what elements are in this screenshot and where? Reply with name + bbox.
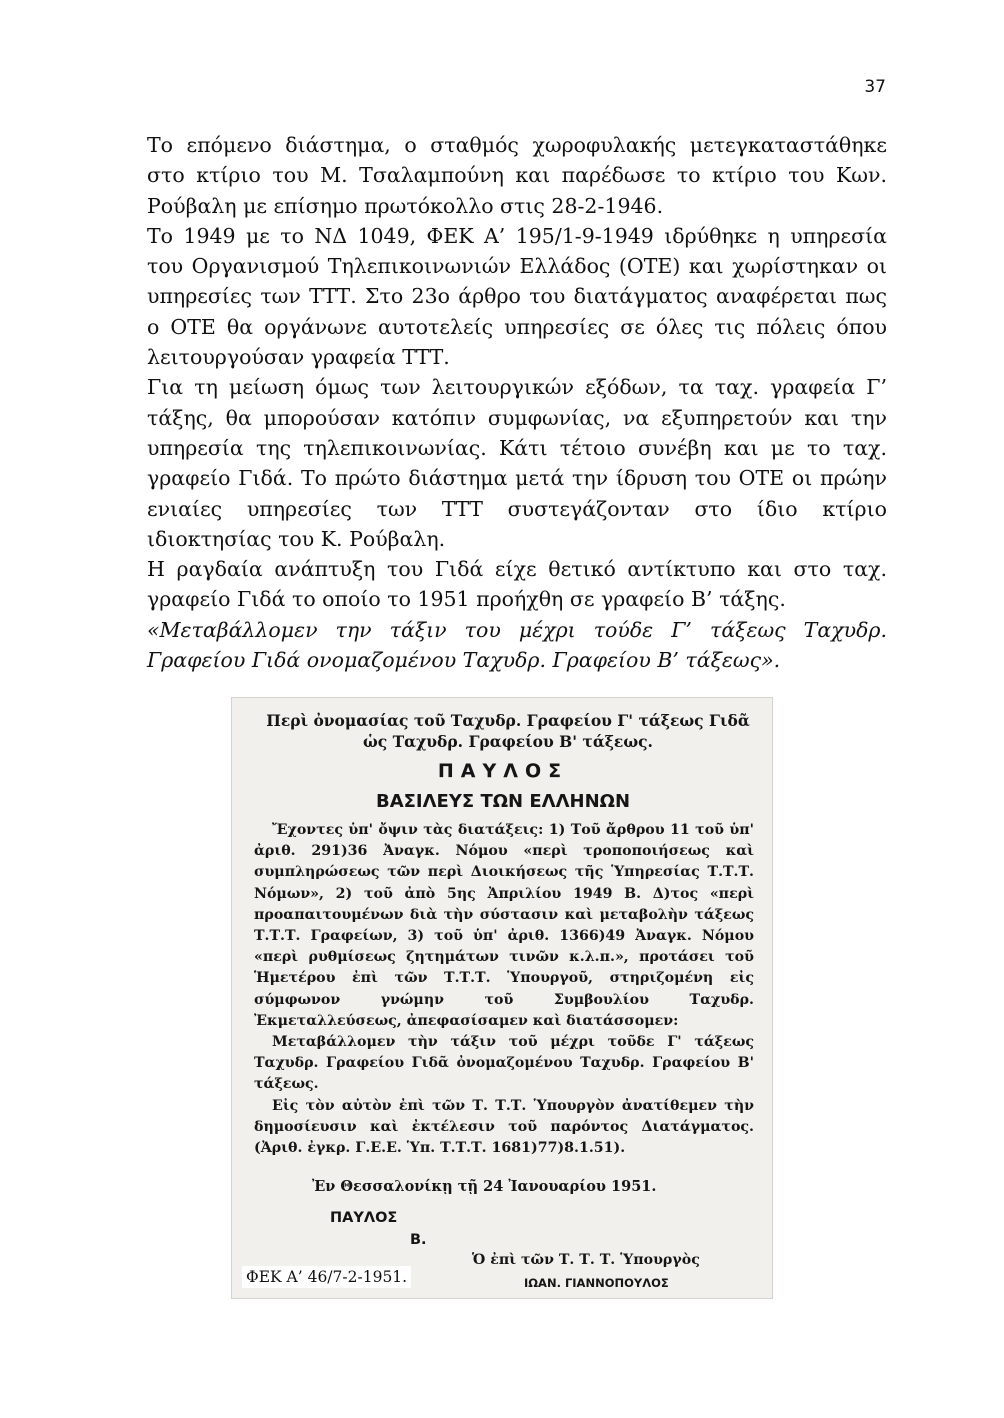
paragraph-3: Για τη μείωση όμως των λειτουργικών εξόδων, τα ταχ. γραφεία Γ’ τάξης, θα μπορούσαν κατόπιν συμφωνίας, να εξυπηρετούν και την υπηρεσία της τηλεπικοινωνίας. Κάτι τέτοιο συνέβη και με το ταχ. γραφείο Γιδά. Το πρώτο διάστημα μετά την ίδρυση του ΟΤΕ οι πρώην ενιαίες υπηρεσίες των ΤΤΤ συστεγάζονταν στο ίδιο κτίριο ιδιοκτησίας του Κ. Ρούβαλη.	[147, 375, 887, 551]
clipping-title: Περὶ ὀνομασίας τοῦ Ταχυδρ. Γραφείου Γ' τάξεως Γιδᾶ ὡς Ταχυδρ. Γραφείου Β' τάξεως.	[266, 711, 750, 751]
clipping-decree	[254, 820, 754, 1159]
paragraph-1: Το επόμενο διάστημα, ο σταθμός χωροφυλακής μετεγκαταστάθηκε στο κτίριο του Μ. Τσαλαμπούνη και παρέδωσε το κτίριο του Κων. Ρούβαλη με επίσημο πρωτόκολλο στις 28-2-1946.	[147, 133, 887, 218]
paragraph-4: Η ραγδαία ανάπτυξη του Γιδά είχε θετικό αντίκτυπο και στο ταχ. γραφείο Γιδά το οποίο το 1951 προήχθη σε γραφείο Β’ τάξης.	[147, 557, 887, 612]
clipping-place-date: Ἐν Θεσσαλονίκῃ τῇ 24 Ἰανουαρίου 1951.	[312, 1178, 657, 1195]
decree-paragraph-2: Μεταβάλλομεν τὴν τάξιν τοῦ μέχρι τοῦδε Γ' τάξεως Ταχυδρ. Γραφείου Γιδᾶ ὀνομαζομένου Ταχυδρ. Γραφείου Β' τάξεως.	[254, 1034, 754, 1093]
newspaper-clipping	[231, 697, 773, 1299]
paragraph-2: Το 1949 με το ΝΔ 1049, ΦΕΚ Α’ 195/1-9-1949 ιδρύθηκε η υπηρεσία του Οργανισμού Τηλεπικοινωνιών Ελλάδος (ΟΤΕ) και χωρίστηκαν οι υπηρεσίες των ΤΤΤ. Στο 23ο άρθρο του διατάγματος αναφέρεται πως ο ΟΤΕ θα οργάνωνε αυτοτελείς υπηρεσίες σε όλες τις πόλεις όπου λειτουργούσαν γραφεία ΤΤΤ.	[147, 223, 887, 370]
clipping-signature-b: Β.	[410, 1232, 427, 1248]
clipping-signature-king: ΠΑΥΛΟΣ	[330, 1210, 398, 1226]
decree-paragraph-3: Εἰς τὸν αὐτὸν ἐπὶ τῶν Τ. Τ.Τ. Ὑπουργὸν ἀνατίθεμεν τὴν δημοσίευσιν καὶ ἐκτέλεσιν τοῦ παρόντος Διατάγματος. (Ἀριθ. ἐγκρ. Γ.Ε.Ε. Ὑπ. Τ.Τ.Τ. 1681)77)8.1.51).	[254, 1097, 754, 1157]
body-text	[147, 130, 887, 675]
clipping-minister-name: ΙΩΑΝ. ΓΙΑΝΝΟΠΟΥΛΟΣ	[524, 1276, 669, 1290]
decree-paragraph-1: Ἔχοντες ὑπ' ὄψιν τὰς διατάξεις: 1) Τοῦ ἄρθρου 11 τοῦ ὑπ' ἀριθ. 291)36 Ἀναγκ. Νόμου «περὶ τροποποιήσεως καὶ συμπληρώσεως τῶν περὶ Διοικήσεως τῆς Ὑπηρεσίας Τ.Τ.Τ. Νόμων», 2) τοῦ ἀπὸ 5ης Ἀπριλίου 1949 Β. Δ)τος «περὶ προαπαιτουμένων διὰ τὴν σύστασιν καὶ μεταβολὴν τάξεως Τ.Τ.Τ. Γραφείων, 3) τοῦ ὑπ' ἀριθ. 1366)49 Ἀναγκ. Νόμου «περὶ ρυθμίσεως ζητημάτων τινῶν κ.λ.π.», προτάσει τοῦ Ἡμετέρου ἐπὶ τῶν Τ.Τ.Τ. Ὑπουργοῦ, στηριζομένη εἰς σύμφωνον γνώμην τοῦ Συμβουλίου Ταχυδρ. Ἐκμεταλλεύσεως, ἀπεφασίσαμεν καὶ διατάσσομεν:	[254, 822, 754, 1029]
clipping-caption: ΦΕΚ Α’ 46/7-2-1951.	[242, 1266, 411, 1288]
clipping-king: ΠΑΥΛΟΣ	[437, 760, 569, 782]
clipping-minister-role: Ὁ ἐπὶ τῶν Τ. Τ. Τ. Ὑπουργὸς	[472, 1252, 700, 1268]
clipping-kingdom: ΒΑΣΙΛΕΥΣ ΤΩΝ ΕΛΛΗΝΩΝ	[375, 791, 631, 812]
quote: «Μεταβάλλομεν την τάξιν του μέχρι τούδε Γ’ τάξεως Ταχυδρ. Γραφείου Γιδά ονομαζομένου Ταχυδρ. Γραφείου Β’ τάξεως».	[147, 617, 887, 673]
page-number: 37	[864, 77, 886, 97]
